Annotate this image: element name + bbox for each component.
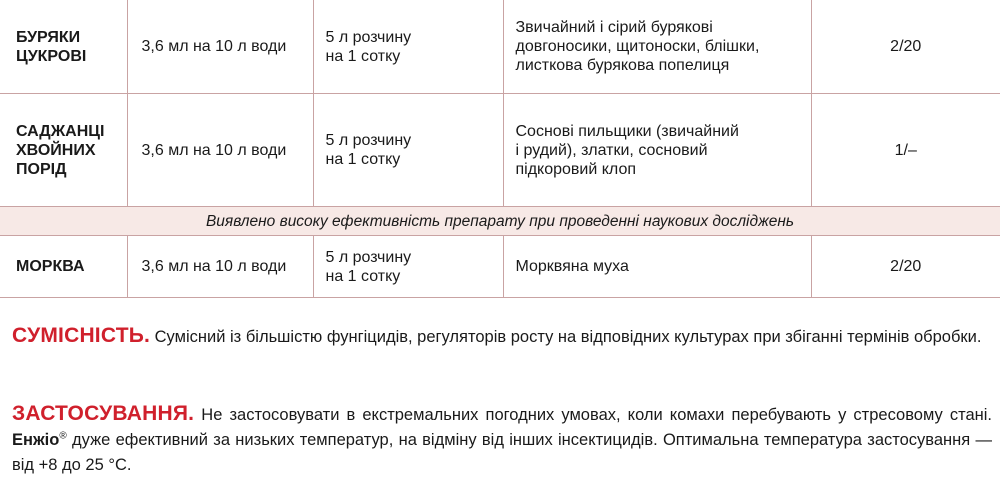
consumption-line: на 1 сотку <box>325 47 401 65</box>
consumption-line: на 1 сотку <box>325 151 401 168</box>
application-text-after: дуже ефективний за низьких температур, на відміну від інших інсектицидів. Оптимальна температура застосування — від +8 до 25 °С. <box>12 431 992 474</box>
consumption-line: 5 л розчину <box>325 132 412 149</box>
pests-line: Звичайний і сірий бурякові <box>515 19 713 36</box>
table-note-row <box>0 207 1000 236</box>
crop-name-line: МОРКВА <box>16 258 85 275</box>
waiting-period-cell: 2/20 <box>811 236 1000 298</box>
trademark-symbol: ® <box>59 430 67 442</box>
crop-cell <box>0 94 127 207</box>
pests-line: Соснові пильщики (звичайний <box>515 122 739 140</box>
table-row <box>0 94 1000 207</box>
dose-cell: 3,6 мл на 10 л води <box>127 94 313 207</box>
crop-cell <box>0 0 127 94</box>
application-text-before: Не застосовувати в екстремальних погодних умовах, коли комахи перебувають у стресовому стані. <box>201 406 992 424</box>
crop-name-line: ЦУКРОВІ <box>16 47 87 65</box>
waiting-period-cell: 1/– <box>811 94 1000 207</box>
compatibility-section <box>12 323 992 350</box>
consumption-cell <box>313 0 503 94</box>
pests-line: Морквяна муха <box>515 258 629 275</box>
table-row <box>0 0 1000 94</box>
dose-cell: 3,6 мл на 10 л води <box>127 0 313 94</box>
crop-name-line: САДЖАНЦІ <box>16 122 105 140</box>
brand-name: Енжіо <box>12 431 60 449</box>
consumption-line: 5 л розчину <box>325 248 412 266</box>
consumption-cell <box>313 94 503 207</box>
pests-cell <box>503 94 811 207</box>
dose-cell: 3,6 мл на 10 л води <box>127 236 313 298</box>
compatibility-heading: СУМІСНІСТЬ. <box>12 324 151 347</box>
table-row <box>0 236 1000 298</box>
pests-cell <box>503 236 811 298</box>
compatibility-text: Сумісний із більшістю фунгіцидів, регуляторів росту на відповідних культурах при збіганні термінів обробки. <box>154 328 982 346</box>
pests-line: листкова бурякова попелиця <box>515 57 730 74</box>
pests-line: підкоровий клоп <box>515 160 637 178</box>
waiting-period-cell: 2/20 <box>811 0 1000 94</box>
consumption-line: на 1 сотку <box>325 267 401 285</box>
crop-cell <box>0 236 127 298</box>
research-note: Виявлено високу ефективність препарату при проведенні наукових досліджень <box>0 207 1000 236</box>
consumption-cell <box>313 236 503 298</box>
consumption-line: 5 л розчину <box>325 28 412 46</box>
crop-name-line: ПОРІД <box>16 160 67 178</box>
pests-line: і рудий), златки, сосновий <box>515 141 708 159</box>
crop-name-line: БУРЯКИ <box>16 28 81 46</box>
crop-name-line: ХВОЙНИХ <box>16 141 96 159</box>
pests-cell <box>503 0 811 94</box>
application-heading: ЗАСТОСУВАННЯ. <box>12 402 195 425</box>
pests-line: довгоносики, щитоноски, блішки, <box>515 38 760 55</box>
application-section <box>12 401 992 478</box>
